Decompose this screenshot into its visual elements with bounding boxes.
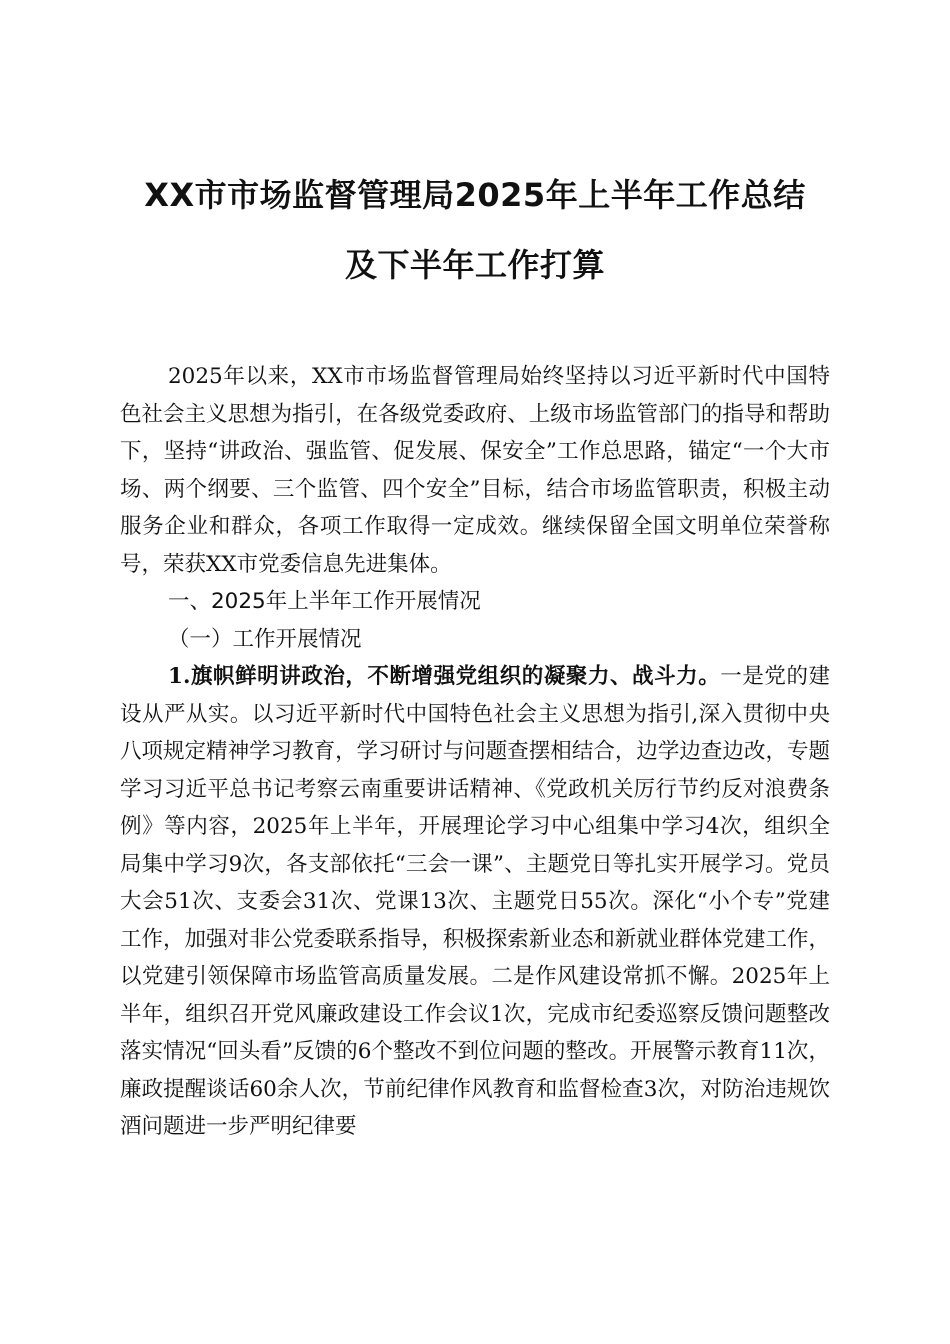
document-body bbox=[120, 358, 830, 1146]
section-heading: 一、2025年上半年工作开展情况 bbox=[168, 589, 481, 614]
item-body-text: 一是党的建设从严从实。以习近平新时代中国特色社会主义思想为指引,深入贯彻中央八项规定精神学习教育，学习研讨与问题查摆相结合，边学边查边改，专题学习习近平总书记考察云南重要讲话精神、《党政机关厉行节约反对浪费条例》等内容，2025年上半年，开展理论学习中心组集中学习4次，组织全局集中学习9次，各支部依托“三会一课”、主题党日等扎实开展学习。党员大会51次、支委会31次、党课13次、主题党日55次。深化“小个专”党建工作，加强对非公党委联系指导，积极探索新业态和新就业群体党建工作，以党建引领保障市场监管高质量发展。二是作风建设常抓不懈。2025年上半年，组织召开党风廉政建设工作会议1次，完成市纪委巡察反馈问题整改落实情况“回头看”反馈的6个整改不到位问题的整改。开展警示教育11次，廉政提醒谈话60余人次，节前纪律作风教育和监督检查3次，对防治违规饮酒问题进一步严明纪律要 bbox=[120, 664, 830, 1139]
item-lead-heading: 1.旗帜鲜明讲政治，不断增强党组织的凝聚力、战斗力。 bbox=[168, 664, 721, 689]
subsection-heading: （一）工作开展情况 bbox=[168, 626, 362, 652]
document-title-line-1: XX市市场监督管理局2025年上半年工作总结 bbox=[144, 176, 806, 214]
item-paragraph bbox=[120, 658, 830, 1146]
document-title-line-2: 及下半年工作打算 bbox=[344, 246, 605, 284]
intro-paragraph: 2025年以来，XX市市场监督管理局始终坚持以习近平新时代中国特色社会主义思想为指引，在各级党委政府、上级市场监管部门的指导和帮助下，坚持“讲政治、强监管、促发展、保安全”工作总思路，锚定“一个大市场、两个纲要、三个监管、四个安全”目标，结合市场监管职责，积极主动服务企业和群众，各项工作取得一定成效。继续保留全国文明单位荣誉称号，荣获XX市党委信息先进集体。 bbox=[120, 364, 830, 577]
